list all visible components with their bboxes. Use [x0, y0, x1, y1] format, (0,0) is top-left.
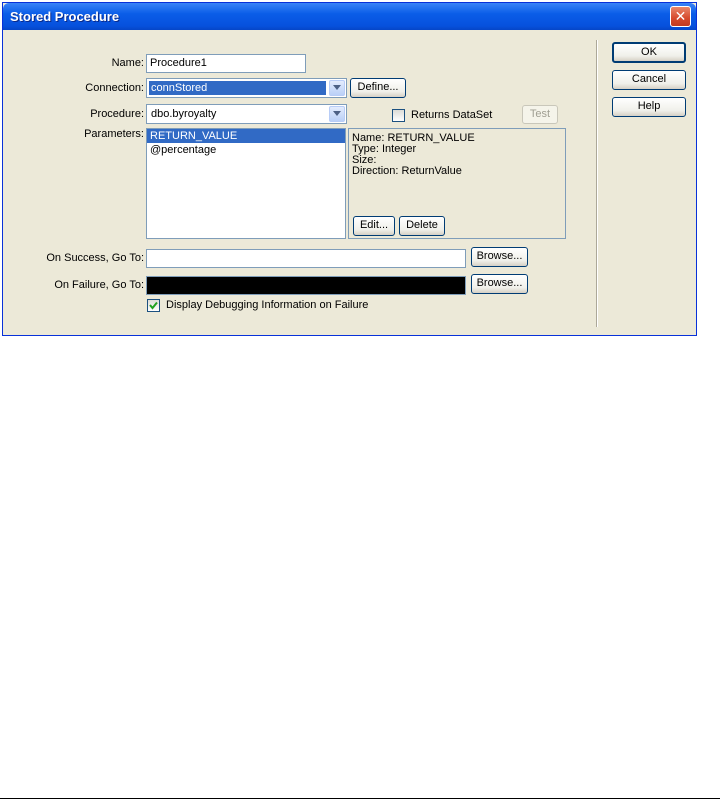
close-icon: ✕ — [674, 8, 687, 24]
param-direction-text: Direction: ReturnValue — [352, 165, 462, 177]
on-failure-input[interactable] — [146, 276, 466, 295]
on-success-input[interactable] — [146, 249, 466, 268]
parameter-info-panel — [348, 128, 566, 239]
delete-button[interactable]: Delete — [399, 216, 445, 236]
connection-value: connStored — [149, 81, 326, 95]
dialog-body — [6, 30, 693, 332]
returns-dataset-label: Returns DataSet — [411, 109, 493, 121]
parameters-list[interactable] — [146, 128, 346, 239]
procedure-value: dbo.byroyalty — [151, 108, 217, 120]
on-failure-label: On Failure, Go To: — [54, 279, 144, 291]
window-title: Stored Procedure — [10, 9, 120, 24]
name-label: Name: — [111, 57, 144, 69]
procedure-label: Procedure: — [90, 108, 144, 120]
browse-success-button[interactable]: Browse... — [471, 247, 528, 267]
title-bar[interactable] — [3, 3, 696, 30]
returns-dataset-checkbox[interactable] — [392, 109, 405, 122]
vertical-separator — [596, 40, 598, 327]
param-type-text: Type: Integer — [352, 143, 417, 155]
test-button[interactable]: Test — [522, 105, 558, 124]
debug-info-checkbox[interactable] — [147, 299, 160, 312]
name-input[interactable]: Procedure1 — [146, 54, 306, 73]
procedure-dropdown-button[interactable] — [329, 106, 345, 122]
chevron-down-icon — [333, 85, 341, 91]
connection-dropdown-button[interactable] — [329, 80, 345, 96]
parameters-label: Parameters: — [84, 128, 144, 140]
help-button[interactable]: Help — [612, 97, 686, 117]
connection-label: Connection: — [85, 82, 144, 94]
list-item[interactable]: @percentage — [150, 144, 217, 156]
connection-select[interactable] — [146, 78, 347, 98]
param-size-text: Size: — [352, 154, 377, 166]
define-button[interactable]: Define... — [350, 78, 406, 98]
browse-failure-button[interactable]: Browse... — [471, 274, 528, 294]
check-icon — [148, 300, 159, 311]
param-name-text: Name: RETURN_VALUE — [352, 132, 475, 144]
list-item[interactable]: RETURN_VALUE — [147, 129, 345, 143]
debug-info-label: Display Debugging Information on Failure — [166, 299, 369, 311]
edit-button[interactable]: Edit... — [353, 216, 395, 236]
cancel-button[interactable]: Cancel — [612, 70, 686, 90]
ok-button[interactable]: OK — [612, 42, 686, 63]
chevron-down-icon — [333, 111, 341, 117]
on-success-label: On Success, Go To: — [46, 252, 144, 264]
close-button[interactable] — [670, 6, 691, 27]
procedure-select[interactable] — [146, 104, 347, 124]
stored-procedure-dialog — [2, 2, 697, 336]
